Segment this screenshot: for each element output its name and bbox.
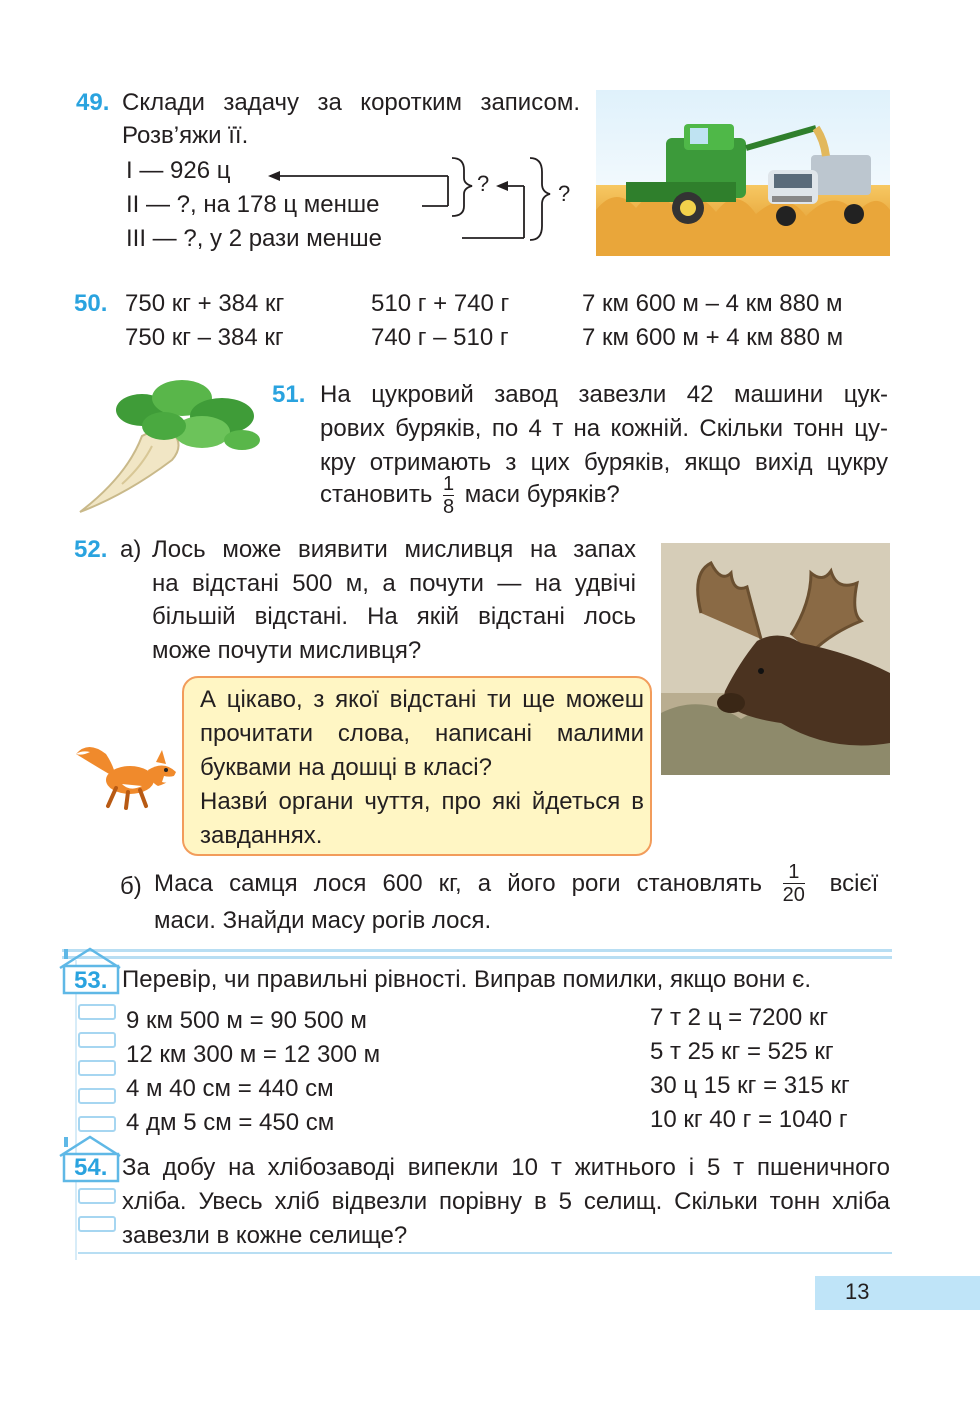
task-52-fraction-denominator: 20	[782, 884, 805, 906]
task-49-record-1: I — 926 ц	[126, 157, 231, 184]
task-53-left-4: 4 дм 5 см = 450 см	[126, 1109, 335, 1136]
task-52-b-line1-start: Маса самця лося 600 кг, а його роги становлять	[154, 869, 762, 897]
task-51-fraction	[443, 474, 454, 517]
task-53-right-2: 5 т 25 кг = 525 кг	[650, 1038, 834, 1065]
task-53-number: 53.	[74, 967, 108, 994]
margin-tab	[78, 1116, 116, 1132]
task-52-part-b-label: б)	[120, 873, 142, 900]
task-50-number: 50.	[74, 290, 108, 317]
task-52-number: 52.	[74, 536, 108, 563]
task-51-text-line4-start: становить	[320, 480, 433, 508]
task-54-line2: хліба. Увесь хліб відвезли порівну в 5 селищ. Скільки тонн хліба	[122, 1188, 890, 1215]
task-52-b-line2: маси. Знайди масу рогів лося.	[154, 907, 492, 934]
task-53-right-3: 30 ц 15 кг = 315 кг	[650, 1072, 850, 1099]
task-49-number: 49.	[76, 89, 110, 116]
stripe-top-1	[62, 949, 892, 952]
task-50-expr-2-1: 510 г + 740 г	[371, 290, 510, 317]
task-52-part-a-label: а)	[120, 536, 142, 563]
task-50-expr-1-1: 750 кг + 384 кг	[125, 290, 285, 317]
task-54-number: 54.	[74, 1154, 108, 1181]
task-51-text-line4-end: маси буряків?	[464, 480, 620, 508]
task-50-expr-1-2: 750 кг – 384 кг	[125, 324, 284, 351]
task-52-b-line1	[154, 861, 879, 906]
task-53-right-4: 10 кг 40 г = 1040 г	[650, 1106, 848, 1133]
bubble-line5: завданнях.	[200, 822, 323, 849]
page-number-bar	[815, 1276, 980, 1310]
task-51-number: 51.	[272, 381, 306, 408]
task-53-left-2: 12 км 300 м = 12 300 м	[126, 1041, 381, 1068]
task-54-line1: За добу на хлібозаводі випекли 10 т житнього і 5 т пшеничного	[122, 1154, 890, 1181]
left-margin-line	[75, 960, 77, 1260]
moose-picture	[661, 543, 890, 775]
task-52-fraction	[783, 862, 805, 905]
task-49-record-3: III — ?, у 2 рази менше	[126, 225, 382, 252]
stripe-top-2	[62, 956, 892, 959]
sugar-beet-picture	[72, 376, 262, 516]
task-53-left-3: 4 м 40 см = 440 см	[126, 1075, 334, 1102]
task-49-scheme	[250, 150, 590, 250]
task-51-text-line2: рових буряків, по 4 т на кожній. Скільки тонн цу-	[320, 415, 888, 442]
stripe-bottom-1	[78, 1252, 892, 1254]
fox-speech-bubble	[182, 676, 652, 856]
bubble-line4: Назви́ органи чуття, про які йдеться в	[200, 788, 644, 815]
task-49-record-2: II — ?, на 178 ц менше	[126, 191, 380, 218]
margin-tab	[78, 1188, 116, 1204]
bubble-line2: прочитати слова, написані малими	[200, 720, 644, 747]
bubble-line1: А цікаво, з якої відстані ти ще можеш	[200, 686, 644, 713]
task-52-a-line2: на відстані 500 м, а почути — на удвічі	[152, 570, 636, 597]
margin-tab	[78, 1216, 116, 1232]
task-53-left-1: 9 км 500 м = 90 500 м	[126, 1007, 367, 1034]
margin-tab	[78, 1088, 116, 1104]
margin-tab	[78, 1032, 116, 1048]
task-52-a-line1: Лось може виявити мисливця на запах	[152, 536, 636, 563]
task-53-right-1: 7 т 2 ц = 7200 кг	[650, 1004, 829, 1031]
task-54-line3: завезли в кожне селище?	[122, 1222, 408, 1249]
task-49-question-2: ?	[558, 181, 571, 206]
task-51-text-line1: На цукровий завод завезли 42 машини цук-	[320, 381, 888, 408]
bubble-line3: буквами на дошці в класі?	[200, 754, 492, 781]
page-number: 13	[845, 1279, 870, 1304]
task-49-text-line1: Склади задачу за коротким записом.	[122, 89, 580, 116]
fox-picture	[72, 736, 184, 812]
task-51-fraction-numerator: 1	[443, 473, 455, 495]
task-52-a-line4: може почути мисливця?	[152, 637, 422, 664]
task-50-expr-3-2: 7 км 600 м + 4 км 880 м	[582, 324, 844, 351]
task-52-b-line1-end: всієї	[829, 869, 879, 897]
task-52-a-line3: більшій відстані. На якій відстані лось	[152, 603, 636, 630]
task-52-fraction-numerator: 1	[788, 861, 800, 883]
margin-tab	[78, 1060, 116, 1076]
task-51-text-line4	[320, 474, 620, 517]
combine-harvester-truck-picture	[596, 90, 890, 256]
task-51-fraction-denominator: 8	[443, 496, 455, 518]
margin-tab	[78, 1004, 116, 1020]
task-50-expr-3-1: 7 км 600 м – 4 км 880 м	[582, 290, 843, 317]
task-53-intro: Перевір, чи правильні рівності. Виправ помилки, якщо вони є.	[122, 966, 812, 993]
task-49-text-line2: Розв’яжи її.	[122, 122, 249, 149]
task-50-expr-2-2: 740 г – 510 г	[371, 324, 509, 351]
task-49-question-1: ?	[477, 171, 490, 196]
task-51-text-line3: кру отримають з цих буряків, якщо вихід цукру	[320, 449, 888, 476]
